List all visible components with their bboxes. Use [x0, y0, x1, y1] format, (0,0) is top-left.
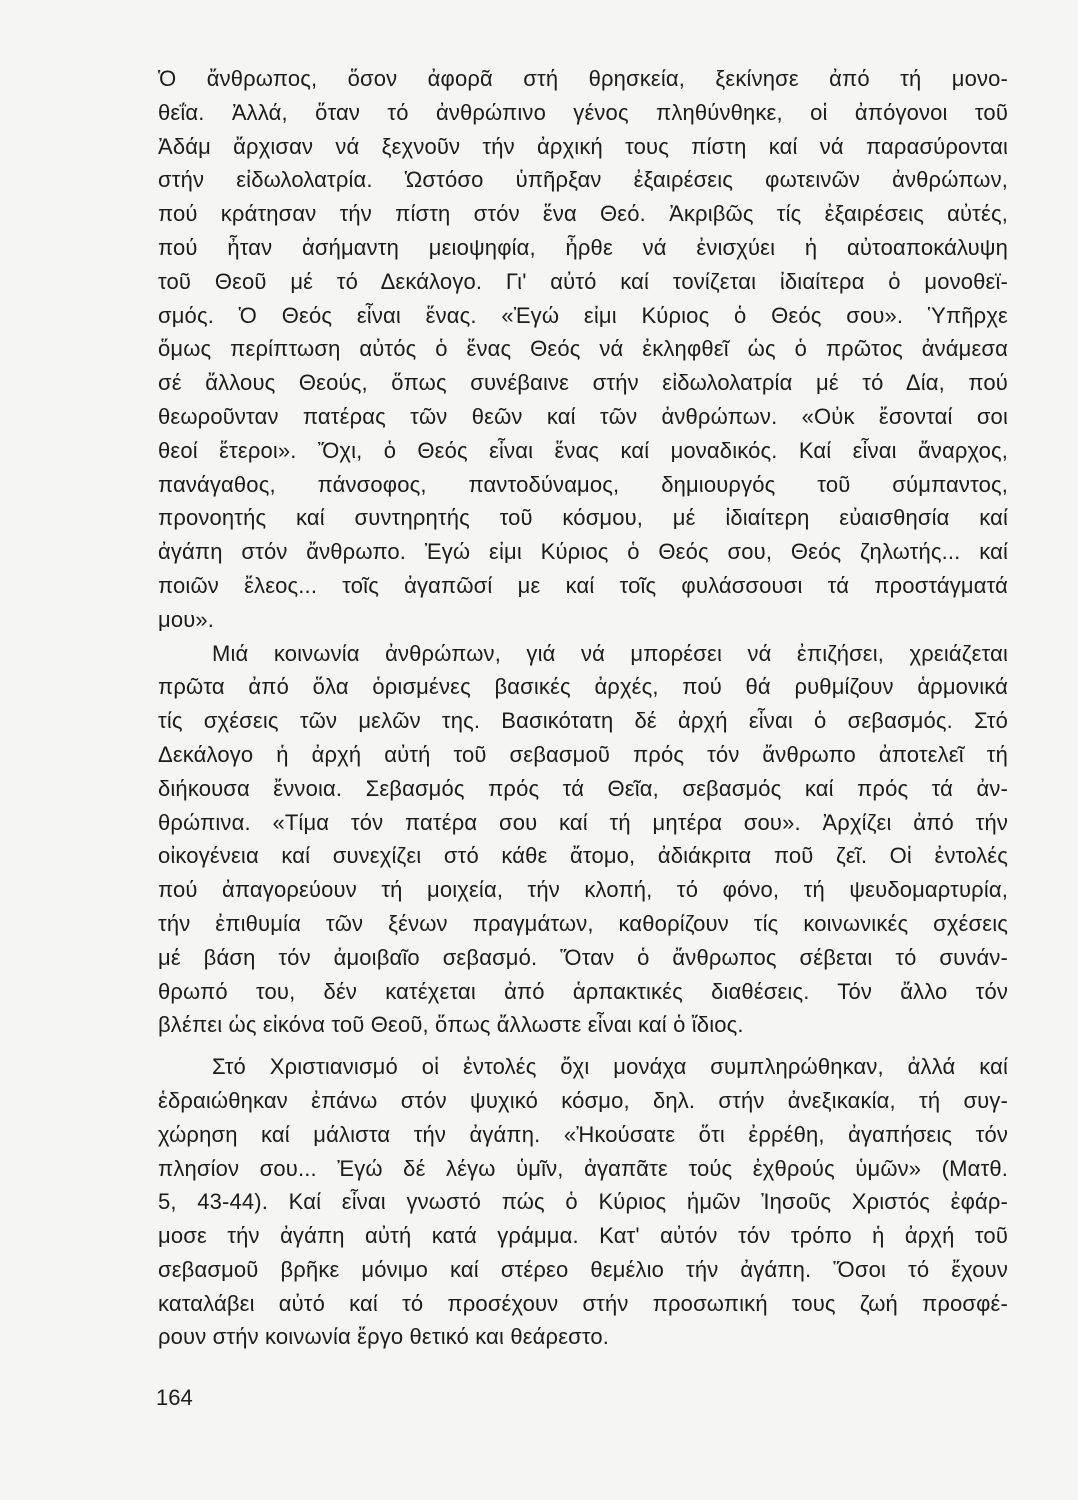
paragraph-1	[158, 62, 1008, 637]
text-line: ἑδραιώθηκαν ἐπάνω στόν ψυχικό κόσμο, δηλ. στήν ἀνεξικακία, τή συγ-	[158, 1087, 1008, 1113]
text-line: πανάγαθος, πάνσοφος, παντοδύναμος, δημιουργός τοῦ σύμπαντος,	[158, 471, 1008, 497]
text-line: ὅμως περίπτωση αὐτός ὁ ἕνας Θεός νά ἐκληφθεῖ ὡς ὁ πρῶτος ἀνάμεσα	[158, 336, 1008, 362]
text-line: πού κράτησαν τήν πίστη στόν ἕνα Θεό. Ἀκριβῶς τίς ἐξαιρέσεις αὐτές,	[158, 201, 1008, 227]
text-line: Στό Χριστιανισμό οἱ ἐντολές ὄχι μονάχα συμπληρώθηκαν, ἀλλά καί	[212, 1054, 1008, 1080]
text-line: ἀγάπη στόν ἄνθρωπο. Ἐγώ εἰμι Κύριος ὁ Θεός σου, Θεός ζηλωτής... καί	[158, 539, 1008, 565]
text-line: Δεκάλογο ἡ ἀρχή αὐτή τοῦ σεβασμοῦ πρός τόν ἄνθρωπο ἀποτελεῖ τή	[158, 741, 1008, 767]
text-line: σεβασμοῦ βρῆκε μόνιμο καί στέρεο θεμέλιο τήν ἀγάπη. Ὅσοι τό ἔχουν	[158, 1256, 1008, 1282]
body-text	[158, 62, 1008, 1354]
text-line: Ἀδάμ ἄρχισαν νά ξεχνοῦν τήν ἀρχική τους πίστη καί νά παρασύρονται	[158, 133, 1008, 159]
text-line: στήν εἰδωλολατρία. Ὡστόσο ὑπῆρξαν ἐξαιρέσεις φωτεινῶν ἀνθρώπων,	[158, 167, 1008, 193]
paragraph-spacer	[158, 1042, 1008, 1050]
text-line: θεΐα. Ἀλλά, ὅταν τό ἀνθρώπινο γένος πληθύνθηκε, οἱ ἀπόγονοι τοῦ	[158, 99, 1008, 125]
text-line: θεωροῦνταν πατέρας τῶν θεῶν καί τῶν ἀνθρώπων. «Οὐκ ἔσονταί σοι	[158, 403, 1008, 429]
text-line: 5, 43-44). Καί εἶναι γνωστό πώς ὁ Κύριος ἡμῶν Ἰησοῦς Χριστός ἐφάρ-	[158, 1189, 1008, 1215]
text-line: ρουν στήν κοινωνία ἔργο θετικό και θεάρεστο.	[158, 1324, 610, 1350]
text-line: τίς σχέσεις τῶν μελῶν της. Βασικότατη δέ ἀρχή εἶναι ὁ σεβασμός. Στό	[158, 708, 1008, 734]
text-line: ποιῶν ἔλεος... τοῖς ἀγαπῶσί με καί τοῖς φυλάσσουσι τά προστάγματά	[158, 572, 1008, 598]
text-line: οἰκογένεια καί συνεχίζει στό κάθε ἄτομο, ἀδιάκριτα ποῦ ζεῖ. Οἱ ἐντολές	[158, 843, 1008, 869]
text-line: τοῦ Θεοῦ μέ τό Δεκάλογο. Γι' αὐτό καί τονίζεται ἰδιαίτερα ὁ μονοθεϊ-	[158, 268, 1008, 294]
text-line: σμός. Ὁ Θεός εἶναι ἕνας. «Ἐγώ εἰμι Κύριος ὁ Θεός σου». Ὑπῆρχε	[158, 302, 1008, 328]
paragraph-2	[158, 637, 1008, 1043]
text-line: χώρηση καί μάλιστα τήν ἀγάπη. «Ἠκούσατε ὅτι ἐρρέθη, ἀγαπήσεις τόν	[158, 1121, 1008, 1147]
text-line: προνοητής καί συντηρητής τοῦ κόσμου, μέ ἰδιαίτερη εὐαισθησία καί	[158, 505, 1008, 531]
text-line: διήκουσα ἔννοια. Σεβασμός πρός τά Θεῖα, σεβασμός καί πρός τά ἀν-	[158, 775, 1008, 801]
text-line: βλέπει ὡς εἰκόνα τοῦ Θεοῦ, ὅπως ἄλλωστε εἶναι καί ὁ ἴδιος.	[158, 1012, 744, 1038]
paragraph-3	[158, 1050, 1008, 1354]
text-line: μέ βάση τόν ἀμοιβαῖο σεβασμό. Ὅταν ὁ ἄνθρωπος σέβεται τό συνάν-	[158, 944, 1008, 970]
page-number: 164	[156, 1385, 193, 1410]
text-line: θρώπινα. «Τίμα τόν πατέρα σου καί τή μητέρα σου». Ἀρχίζει ἀπό τήν	[158, 809, 1008, 835]
text-line: καταλάβει αὐτό καί τό προσέχουν στήν προσωπική τους ζωή προσφέ-	[158, 1290, 1008, 1316]
text-line: πού ἀπαγορεύουν τή μοιχεία, τήν κλοπή, τό φόνο, τή ψευδομαρτυρία,	[158, 877, 1008, 903]
text-line: πού ἦταν ἀσήμαντη μειοψηφία, ἦρθε νά ἐνισχύει ἡ αὐτοαποκάλυψη	[158, 234, 1008, 260]
text-line: μοσε τήν ἀγάπη αὐτή κατά γράμμα. Κατ' αὐτόν τόν τρόπο ἡ ἀρχή τοῦ	[158, 1223, 1008, 1249]
text-line: θεοί ἕτεροι». Ὄχι, ὁ Θεός εἶναι ἕνας καί μοναδικός. Καί εἶναι ἄναρχος,	[158, 437, 1008, 463]
text-line: πλησίον σου... Ἐγώ δέ λέγω ὑμῖν, ἀγαπᾶτε τούς ἐχθρούς ὑμῶν» (Ματθ.	[158, 1155, 1008, 1181]
text-line: μου».	[158, 606, 215, 632]
text-line: τήν ἐπιθυμία τῶν ξένων πραγμάτων, καθορίζουν τίς κοινωνικές σχέσεις	[158, 910, 1008, 936]
text-line: πρῶτα ἀπό ὅλα ὁρισμένες βασικές ἀρχές, πού θά ρυθμίζουν ἁρμονικά	[158, 674, 1008, 700]
text-line: Ὁ ἄνθρωπος, ὅσον ἀφορᾶ στή θρησκεία, ξεκίνησε ἀπό τή μονο-	[158, 66, 1008, 91]
text-line: θρωπό του, δέν κατέχεται ἀπό ἁρπακτικές διαθέσεις. Τόν ἄλλο τόν	[158, 978, 1008, 1004]
text-line: Μιά κοινωνία ἀνθρώπων, γιά νά μπορέσει νά ἐπιζήσει, χρειάζεται	[212, 640, 1008, 666]
text-line: σέ ἄλλους Θεούς, ὅπως συνέβαινε στήν εἰδωλολατρία μέ τό Δία, πού	[158, 370, 1008, 396]
